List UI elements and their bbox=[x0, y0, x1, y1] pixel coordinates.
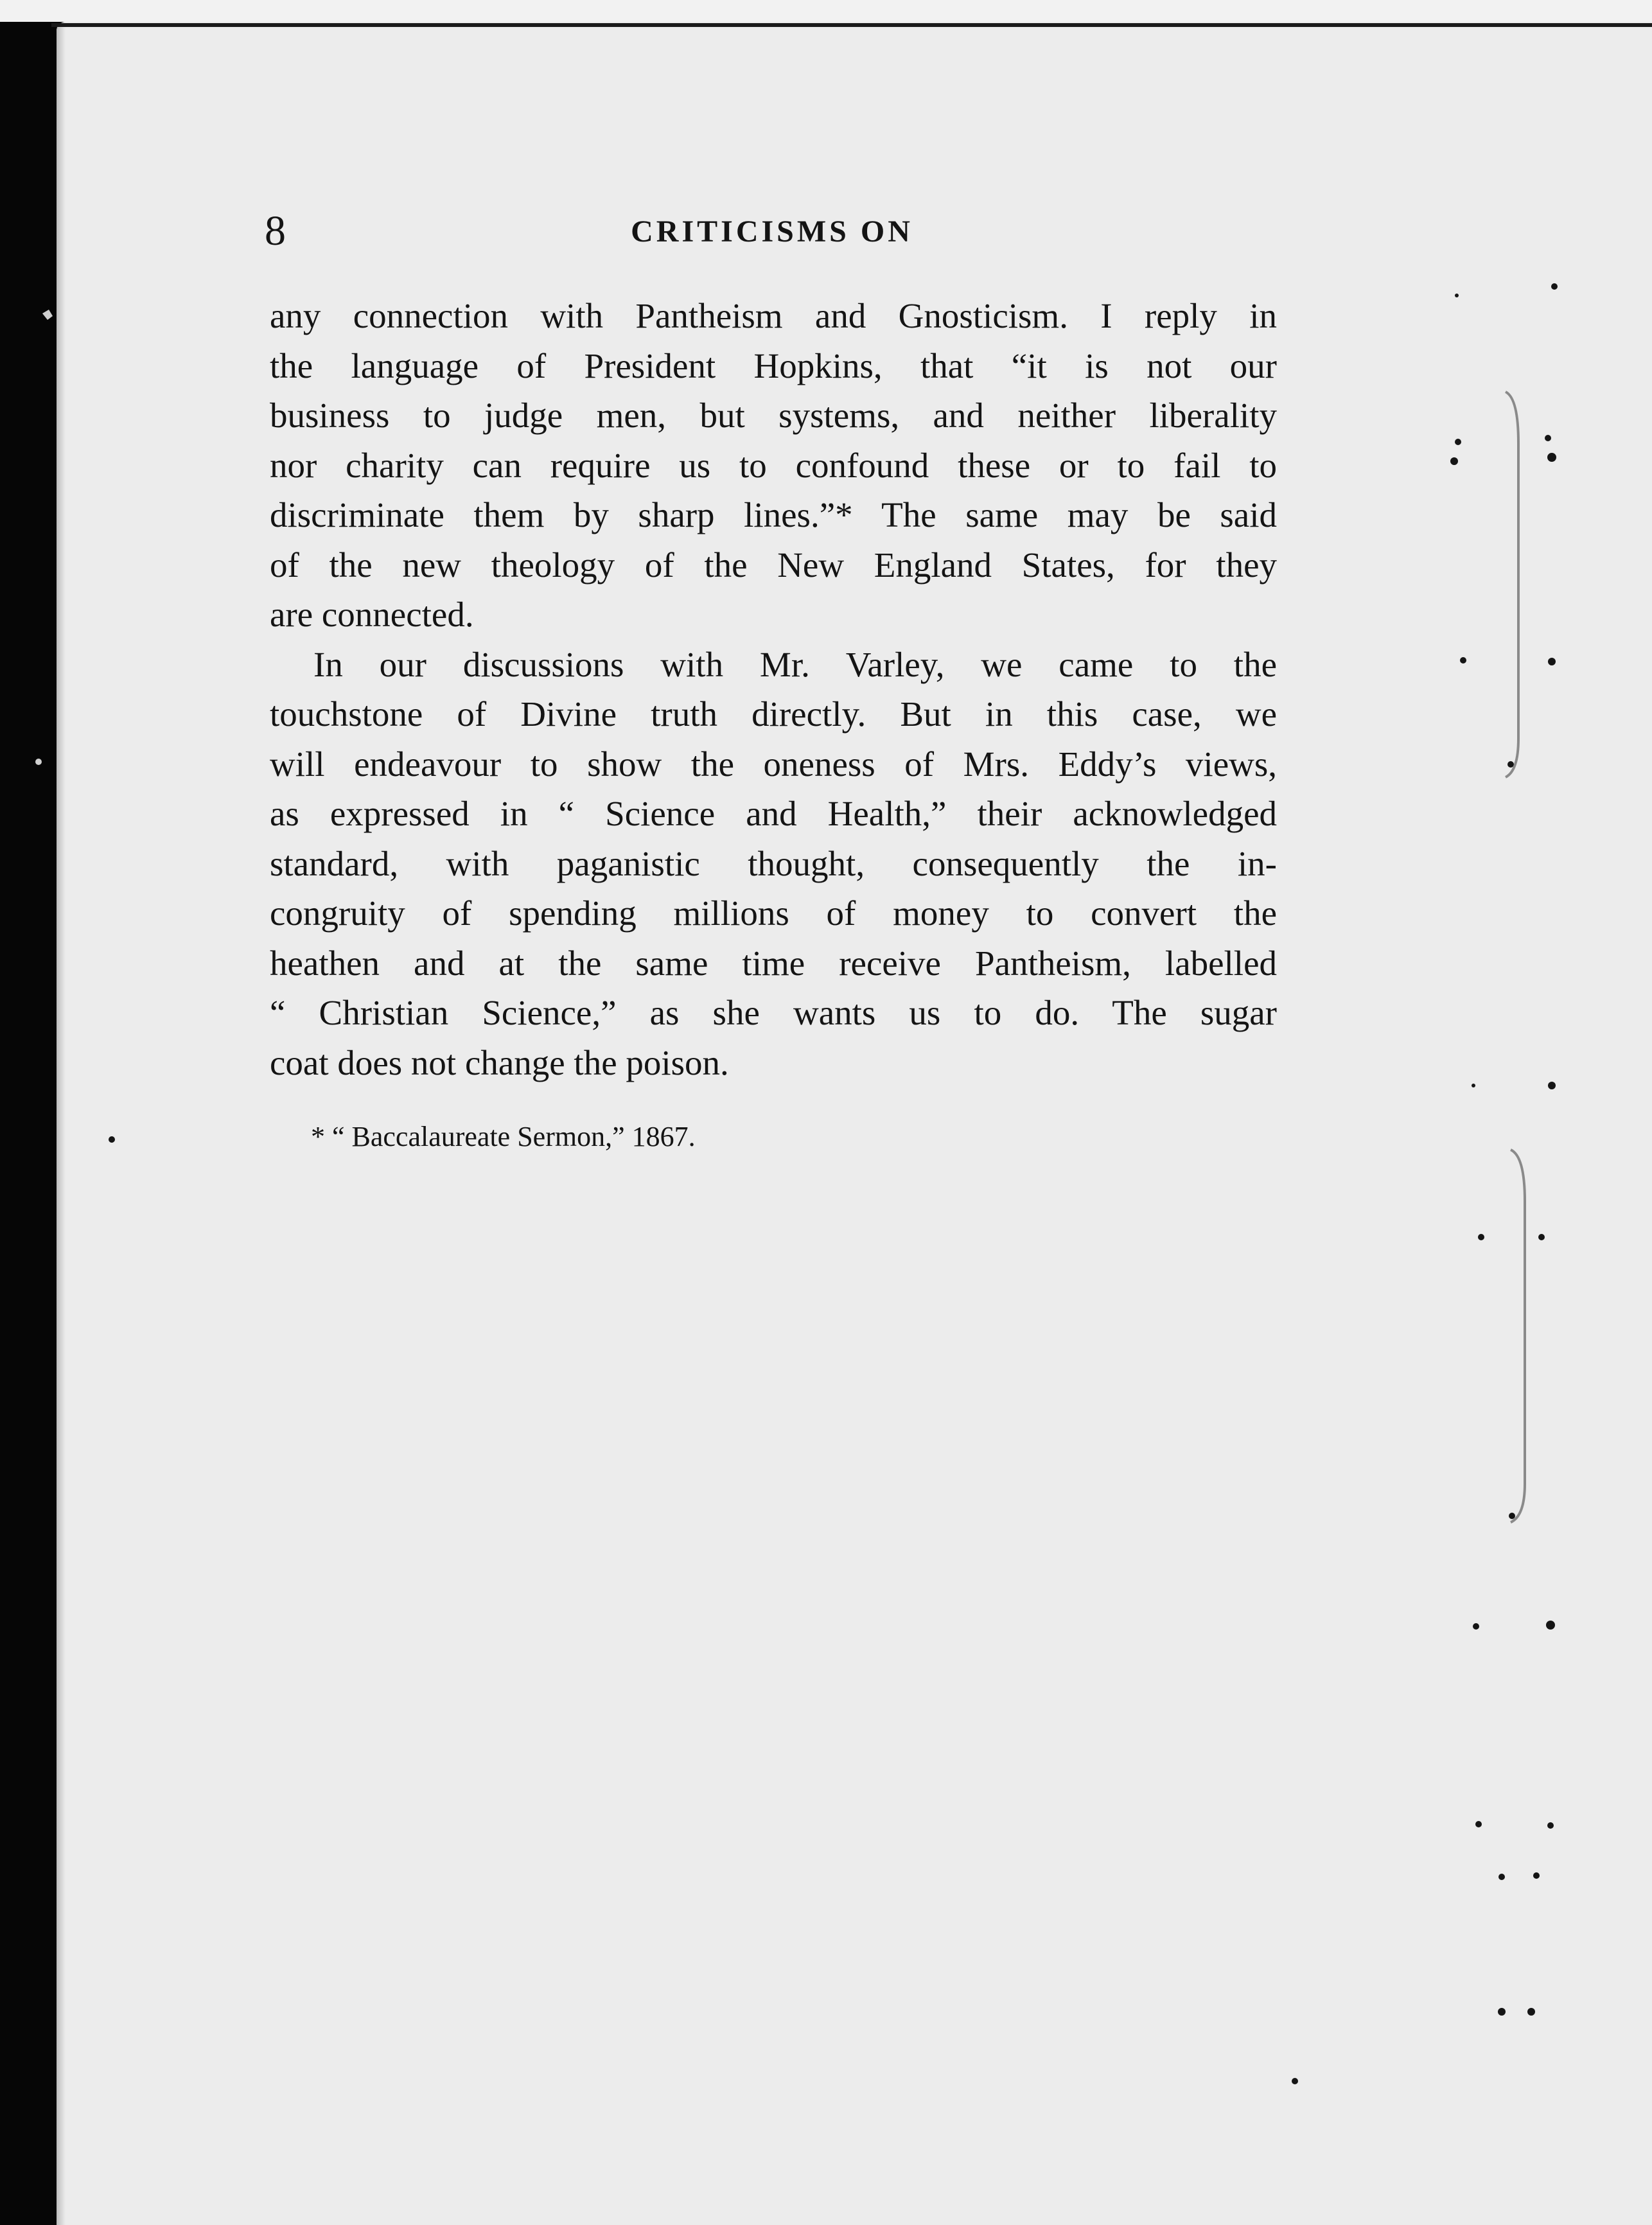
text-line: heathen and at the same time receive Pantheism, labelled bbox=[270, 943, 1277, 983]
text-line: standard, with paganistic thought, consequently the in- bbox=[270, 843, 1277, 883]
footnote: * “ Baccalaureate Sermon,” 1867. bbox=[311, 1121, 696, 1152]
bleed-through-brackets bbox=[1506, 392, 1525, 1522]
text-line: business to judge men, but systems, and neither liberality bbox=[270, 396, 1277, 435]
text-line: any connection with Pantheism and Gnosticism. I reply in bbox=[270, 296, 1277, 335]
text-line: congruity of spending millions of money to convert the bbox=[270, 893, 1277, 933]
text-line: touchstone of Divine truth directly. But in this case, we bbox=[270, 694, 1277, 734]
text-line: are connected. bbox=[270, 595, 474, 634]
bleed-through-dots bbox=[109, 283, 1558, 2084]
text-line: discriminate them by sharp lines.”* The same may be said bbox=[270, 495, 1277, 534]
text-line: In our discussions with Mr. Varley, we came to the bbox=[313, 644, 1277, 684]
text-line: of the new theology of the New England States, for they bbox=[270, 545, 1277, 585]
text-line: as expressed in “ Science and Health,” their acknowledged bbox=[270, 794, 1277, 833]
text-line: will endeavour to show the oneness of Mrs. Eddy’s views, bbox=[270, 744, 1277, 784]
text-line: nor charity can require us to confound these or to fail to bbox=[270, 445, 1277, 485]
running-title: CRITICISMS ON bbox=[631, 215, 913, 249]
binding-speck bbox=[35, 759, 42, 765]
binding-speck bbox=[42, 310, 53, 320]
text-line: the language of President Hopkins, that “it is not our bbox=[270, 346, 1277, 385]
text-line: “ Christian Science,” as she wants us to do. The sugar bbox=[270, 993, 1277, 1032]
page-number: 8 bbox=[265, 207, 286, 254]
text-line: coat does not change the poison. bbox=[270, 1042, 729, 1082]
